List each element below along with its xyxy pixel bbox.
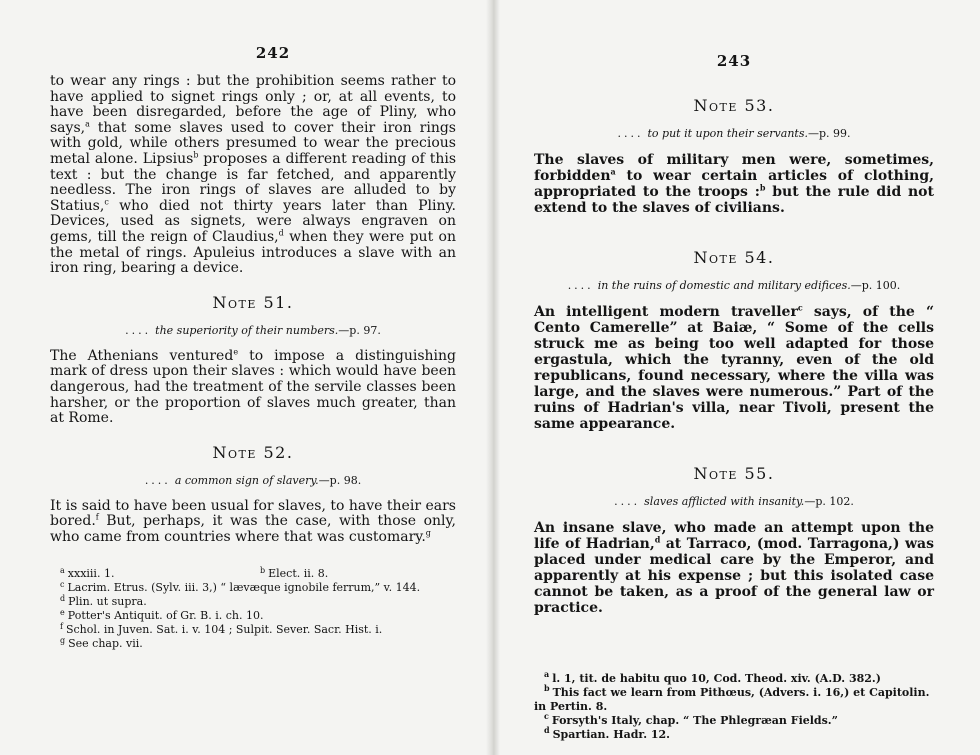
footnote-right-c: $^c$ Forsyth's Italy, chap. “ The Phlegræan Fields.” — [544, 711, 838, 727]
footnote-a: $^a$ xxxiii. 1. — [60, 565, 115, 581]
right-page — [534, 52, 934, 742]
footnote-c: $^c$ Lacrim. Etrus. (Sylv. iii. 3,) “ lævæque ignobile ferrum,” v. 144. — [60, 579, 421, 595]
footnote-right-b: $^b$ This fact we learn from Pithœus, (Advers. i. 16,) et Capitolin. in Pertin. 8. — [534, 683, 930, 713]
left-page-number: 242 — [255, 44, 291, 62]
footnote-g: $^g$ See chap. vii. — [60, 635, 143, 651]
book-gutter — [486, 0, 500, 755]
left-footnotes — [50, 567, 456, 651]
note-54-heading: Note 54. — [693, 248, 775, 267]
note-51-heading: Note 51. — [212, 292, 294, 312]
note-54-paragraph: An intelligent modern traveller$^c$ says, of the “ Cento Camerelle” at Baiæ, “ Some of the cells struck me as being too well adapted for those ergastula, which the tyranny, even of the old republicans, found necessary, where the villa was large, and the slaves were numerous.” Part of the ruins of Hadrian's villa, near Tivoli, present the same appearance. — [534, 302, 934, 432]
note-53-paragraph: The slaves of military men were, sometimes, forbidden$^a$ to wear certain articles of clothing, appropriated to the troops :$^b$ but the rule did not extend to the slaves of civilians. — [534, 152, 934, 216]
footnote-d: $^d$ Plin. ut supra. — [60, 593, 147, 609]
note-52-heading: Note 52. — [212, 442, 294, 462]
note-55-paragraph: An insane slave, who made an attempt upon the life of Hadrian,$^d$ at Tarraco, (mod. Tarragona,) was placed under medical care by the Emperor, and apparently at his expense ; but this isolated case cannot be taken, as a proof of the general law or practice. — [534, 520, 934, 616]
note-52-paragraph: It is said to have been usual for slaves, to have their ears bored.$^f$ But, perhaps, it was the case, with those only, who came from countries where that was customary.$^g$ — [50, 497, 456, 545]
note-51-paragraph: The Athenians ventured$^e$ to impose a distinguishing mark of dress upon their slaves : which would have been dangerous, had the treatment of the servile classes been harsher, or the proportion of slaves much greater, than at Rome. — [50, 347, 456, 427]
note-51-reference: .... the superiority of their numbers.—p. 97. — [125, 323, 381, 337]
right-page-number: 243 — [716, 52, 752, 70]
left-page — [50, 44, 456, 651]
note-52-reference: .... a common sign of slavery.—p. 98. — [144, 473, 362, 487]
footnote-b: $^b$ Elect. ii. 8. — [260, 565, 329, 581]
right-footnotes — [534, 669, 934, 742]
footnote-right-d: $^d$ Spartian. Hadr. 12. — [544, 725, 670, 741]
note-53-heading: Note 53. — [693, 96, 775, 115]
footnote-f: $^f$ Schol. in Juven. Sat. i. v. 104 ; Sulpit. Sever. Sacr. Hist. i. — [60, 621, 383, 637]
note-54-reference: .... in the ruins of domestic and military edifices.—p. 100. — [567, 279, 901, 292]
note-53-reference: .... to put it upon their servants.—p. 99. — [617, 127, 851, 140]
footnote-e: $^e$ Potter's Antiquit. of Gr. B. i. ch. 10. — [60, 607, 264, 623]
footnote-right-a: $^a$ l. 1, tit. de habitu quo 10, Cod. Theod. xiv. (A.D. 382.) — [544, 669, 881, 685]
note-55-heading: Note 55. — [693, 464, 775, 483]
left-intro-paragraph: to wear any rings : but the prohibition seems rather to have applied to signet rings only ; or, at all events, to have been disregarded, before the age of Pliny, who says,$^a$ that some slaves used to cover their iron rings with gold, while others presumed to wear the precious metal alone. Lipsius$^b$ proposes a different reading of this text : but the change is far fetched, and apparently needless. The iron rings of slaves are alluded to by Statius,$^c$ who died not thirty years later than Pliny. Devices, used as signets, were always engraven on gems, till the reign of Claudius,$^d$ when they were put on the metal of rings. Apuleius introduces a slave with an iron ring, bearing a device. — [50, 73, 457, 277]
note-55-reference: .... slaves afflicted with insanity.—p. 102. — [614, 495, 854, 508]
